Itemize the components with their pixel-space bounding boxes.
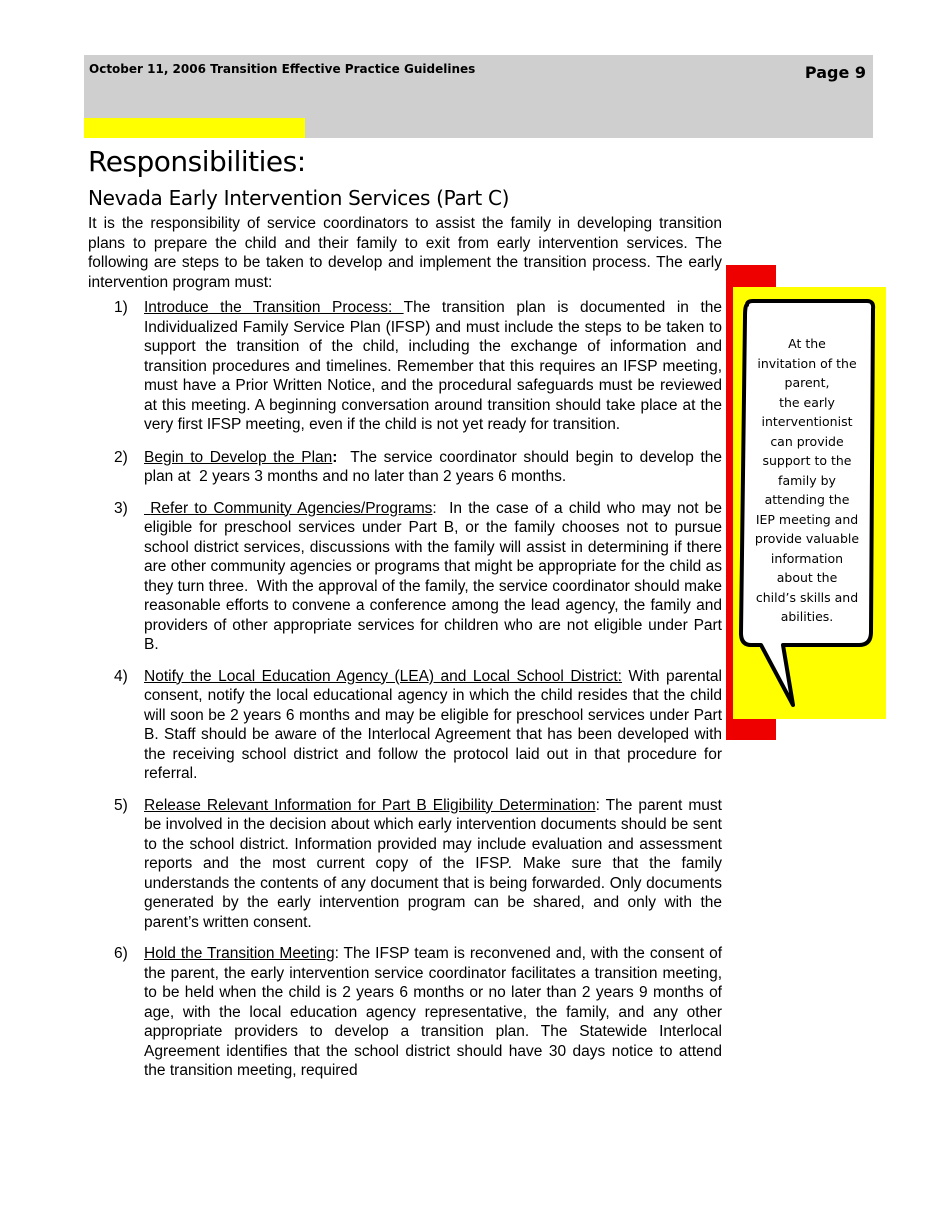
step-separator: : [332, 448, 338, 466]
callout-text: At the invitation of the parent, the early interventionist can provide support to the family by attending the IEP meeting and provide valuable information about the child’s skills and abilities. [754, 336, 860, 624]
step-number: 1) [114, 299, 128, 316]
intro-paragraph: It is the responsibility of service coordinators to assist the family in developing transition plans to prepare the child and their family to exit from early intervention services. The following are steps to be taken to develop and implement the transition process. The early intervention program must: [88, 215, 722, 291]
step-item [114, 448, 727, 487]
step-body: : In the case of a child who may not be eligible for preschool services under Part B, or the family chooses not to pursue school district services, discussions with the family will assist in determining if there are other community agencies or programs that might be appropriate for the child as they turn three. With the approval of the family, the service coordinator should make reasonable efforts to convene a conference among the lead agency, the family and providers of other appropriate services for children who are not eligible under Part B. [144, 499, 727, 653]
step-body: The transition plan is documented in the Individualized Family Service Plan (IFSP) and must include the steps to be taken to support the transition of the child, including the exchange of information and transition procedures and timelines. Remember that this requires an IFSP meeting, must have a Prior Written Notice, and the procedural safeguards must be reviewed at this meeting. A beginning conversation around transition should take place at the very first IFSP meeting, even if the child is not yet ready for transition. [144, 299, 722, 433]
step-heading: Hold the Transition Meeting [144, 945, 335, 962]
step-heading: Refer to Community Agencies/Programs [144, 499, 433, 517]
step-heading: Release Relevant Information for Part B Eligibility Determination [144, 796, 596, 814]
step-number: 5) [114, 796, 128, 814]
step-item [114, 796, 722, 933]
step-item [114, 667, 722, 784]
step-number: 6) [114, 945, 128, 962]
step-body: With parental consent, notify the local educational agency in which the child resides that the child will soon be 2 years 6 months and may be eligible for preschool services under Part B. Staff should be aware of the Interlocal Agreement that has been developed with the receiving school district and follow the protocol laid out in that procedure for referral. [144, 667, 722, 782]
page-title: Responsibilities: [88, 145, 306, 178]
step-heading: Notify the Local Education Agency (LEA) and Local School District: [144, 667, 622, 685]
step-heading: Begin to Develop the Plan [144, 448, 333, 466]
steps-list [114, 298, 727, 1081]
step-item [114, 298, 722, 435]
step-item [114, 944, 722, 1081]
step-body: : The parent must be involved in the decision about which early intervention documents should be sent to the school district. Information provided may include evaluation and assessment reports and the most current copy of the IFSP. Make sure that the family understands the contents of any document that is being forwarded. Only documents generated by the early intervention program can be shared, and only with the parent’s written consent. [144, 796, 722, 931]
step-item [114, 499, 727, 655]
step-number: 3) [114, 499, 128, 517]
header-accent-bar [84, 118, 305, 138]
header-title: October 11, 2006 Transition Effective Practice Guidelines [89, 62, 476, 76]
step-body: : The IFSP team is reconvened and, with the consent of the parent, the early intervention service coordinator facilitates a transition meeting, to be held when the child is 2 years 6 months or no later than 2 years 9 months of age, with the local education agency representative, the family, and any other appropriate providers to develop a transition plan. The Statewide Interlocal Agreement identifies that the school district should have 30 days notice to attend the transition meeting, required [144, 945, 722, 1079]
step-body: The service coordinator should begin to develop the plan at 2 years 3 months and no later than 2 years 6 months. [144, 448, 727, 485]
page-number: Page 9 [804, 63, 866, 82]
step-heading: Introduce the Transition Process: [144, 299, 404, 316]
step-number: 4) [114, 667, 128, 685]
step-number: 2) [114, 448, 128, 466]
section-subtitle: Nevada Early Intervention Services (Part C) [88, 186, 510, 210]
